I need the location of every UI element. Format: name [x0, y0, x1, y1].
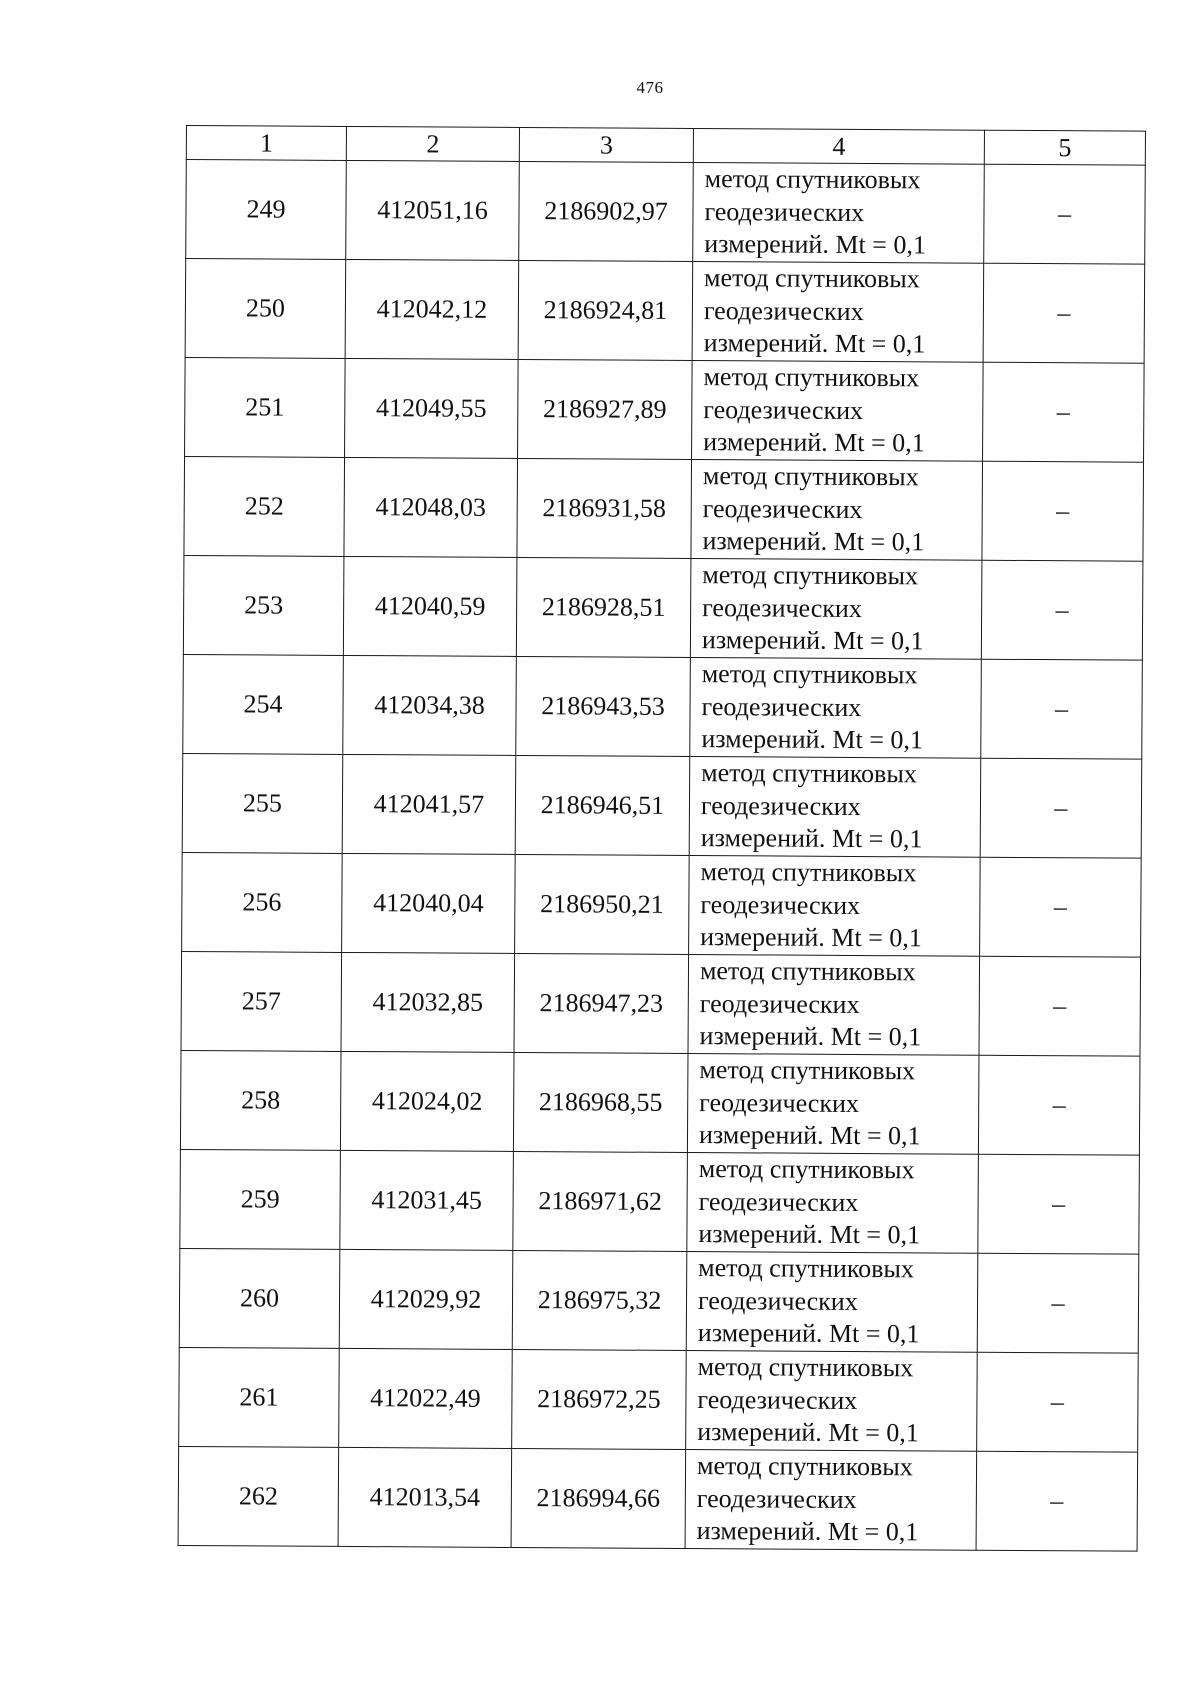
column-header: 5 [984, 130, 1145, 165]
table-body [178, 160, 1145, 1552]
method-text-line: измерений. Mt = 0,1 [701, 724, 924, 755]
method-text-line: метод спутниковых [704, 164, 921, 195]
method-text-line: метод спутниковых [702, 560, 919, 591]
x-coordinate-cell: 412034,38 [343, 655, 517, 755]
method-text-line: измерений. Mt = 0,1 [698, 1219, 921, 1250]
method-text-line: измерений. Mt = 0,1 [699, 1021, 922, 1052]
note-cell: – [981, 560, 1143, 660]
note-cell: – [980, 758, 1142, 858]
method-cell [689, 855, 981, 956]
method-text-line: метод спутниковых [699, 1055, 916, 1086]
table-row [185, 357, 1145, 462]
method-text-line: измерений. Mt = 0,1 [697, 1417, 919, 1448]
point-number-cell: 249 [186, 160, 347, 260]
note-cell: – [983, 263, 1145, 363]
point-number-cell: 261 [179, 1347, 340, 1447]
x-coordinate-cell: 412024,02 [340, 1051, 514, 1151]
y-coordinate-cell: 2186943,53 [516, 656, 691, 756]
y-coordinate-cell: 2186947,23 [514, 953, 689, 1053]
point-number-cell: 260 [179, 1248, 340, 1348]
column-header: 1 [186, 126, 346, 161]
method-text-line: метод спутниковых [697, 1352, 914, 1383]
note-cell: – [984, 164, 1146, 264]
table-header-row [186, 126, 1145, 166]
method-text-line: измерений. Mt = 0,1 [697, 1318, 920, 1349]
x-coordinate-cell: 412013,54 [338, 1447, 512, 1547]
method-text-line: геодезических [698, 1186, 859, 1217]
note-cell: – [983, 362, 1145, 462]
table-row [180, 1050, 1140, 1155]
method-text-line: метод спутниковых [703, 362, 920, 393]
table-row [180, 1149, 1140, 1254]
method-cell [692, 262, 984, 363]
point-number-cell: 256 [182, 852, 343, 952]
y-coordinate-cell: 2186971,62 [513, 1151, 688, 1251]
y-coordinate-cell: 2186931,58 [517, 458, 692, 558]
method-cell [686, 1251, 978, 1352]
point-number-cell: 259 [180, 1149, 341, 1249]
method-cell [690, 658, 982, 759]
x-coordinate-cell: 412029,92 [339, 1249, 513, 1349]
y-coordinate-cell: 2186928,51 [516, 557, 691, 657]
note-cell: – [977, 1352, 1139, 1452]
table-row [182, 852, 1142, 957]
method-text-line: измерений. Mt = 0,1 [704, 229, 926, 260]
method-text-line: измерений. Mt = 0,1 [703, 427, 925, 458]
method-text-line: геодезических [699, 988, 860, 1019]
table-row [183, 555, 1143, 660]
x-coordinate-cell: 412032,85 [341, 952, 515, 1052]
method-text-line: геодезических [700, 889, 861, 920]
method-text-line: измерений. Mt = 0,1 [701, 625, 924, 656]
method-cell [693, 163, 985, 264]
point-number-cell: 257 [181, 951, 342, 1051]
method-text-line: геодезических [701, 691, 862, 722]
table-row [179, 1248, 1139, 1353]
method-text-line: метод спутниковых [701, 758, 917, 789]
y-coordinate-cell: 2186950,21 [515, 854, 690, 954]
method-text-line: геодезических [703, 394, 864, 425]
table-row [179, 1347, 1139, 1452]
column-header: 4 [693, 129, 984, 165]
method-text-line: измерений. Mt = 0,1 [700, 922, 922, 953]
note-cell: – [979, 956, 1141, 1056]
method-text-line: геодезических [704, 196, 865, 227]
method-text-line: геодезических [702, 592, 862, 623]
method-cell [688, 954, 980, 1055]
method-text-line: геодезических [700, 790, 861, 821]
x-coordinate-cell: 412041,57 [342, 754, 516, 854]
method-text-line: геодезических [697, 1285, 858, 1316]
table-row [184, 456, 1144, 561]
x-coordinate-cell: 412049,55 [345, 358, 519, 458]
method-cell [690, 559, 982, 660]
method-text-line: метод спутниковых [698, 1154, 915, 1185]
note-cell: – [981, 659, 1143, 759]
method-cell [687, 1053, 979, 1154]
table-row [185, 259, 1145, 364]
method-cell [687, 1152, 979, 1253]
point-number-cell: 254 [183, 654, 344, 754]
method-text-line: измерений. Mt = 0,1 [703, 328, 926, 359]
table-row [178, 1446, 1138, 1551]
page-number: 476 [636, 78, 664, 97]
method-cell [691, 460, 983, 561]
x-coordinate-cell: 412031,45 [340, 1150, 514, 1250]
table-row [182, 753, 1142, 858]
method-cell [686, 1350, 978, 1451]
method-text-line: геодезических [703, 295, 864, 326]
x-coordinate-cell: 412051,16 [346, 160, 520, 260]
method-text-line: геодезических [702, 493, 863, 524]
method-cell [685, 1449, 977, 1550]
y-coordinate-cell: 2186994,66 [511, 1448, 686, 1548]
y-coordinate-cell: 2186975,32 [512, 1250, 687, 1350]
x-coordinate-cell: 412022,49 [339, 1348, 513, 1448]
method-text-line: метод спутниковых [702, 461, 919, 492]
table-row [186, 160, 1146, 265]
point-number-cell: 252 [184, 456, 345, 556]
method-cell [692, 361, 984, 462]
method-text-line: метод спутниковых [701, 659, 918, 690]
table-row [183, 654, 1143, 759]
method-text-line: метод спутниковых [699, 956, 916, 987]
x-coordinate-cell: 412042,12 [345, 259, 519, 359]
y-coordinate-cell: 2186924,81 [518, 260, 693, 360]
x-coordinate-cell: 412040,59 [343, 556, 517, 656]
note-cell: – [980, 857, 1142, 957]
point-number-cell: 262 [178, 1446, 339, 1546]
table-row [181, 951, 1141, 1056]
y-coordinate-cell: 2186972,25 [512, 1349, 687, 1449]
y-coordinate-cell: 2186968,55 [513, 1052, 688, 1152]
x-coordinate-cell: 412048,03 [344, 457, 518, 557]
method-text-line: геодезических [699, 1087, 860, 1118]
method-text-line: измерений. Mt = 0,1 [700, 823, 923, 854]
point-number-cell: 251 [185, 357, 346, 457]
y-coordinate-cell: 2186902,97 [519, 161, 694, 261]
point-number-cell: 258 [180, 1050, 341, 1150]
coordinates-table [178, 125, 1146, 1552]
method-text-line: геодезических [696, 1483, 857, 1514]
method-text-line: измерений. Mt = 0,1 [696, 1516, 919, 1547]
column-header: 2 [346, 126, 519, 161]
y-coordinate-cell: 2186927,89 [518, 359, 693, 459]
note-cell: – [976, 1451, 1138, 1551]
y-coordinate-cell: 2186946,51 [515, 755, 690, 855]
method-text-line: измерений. Mt = 0,1 [702, 526, 925, 557]
method-text-line: метод спутниковых [696, 1451, 913, 1482]
note-cell: – [982, 461, 1144, 561]
method-cell [689, 757, 981, 858]
method-text-line: метод спутниковых [700, 857, 917, 888]
method-text-line: метод спутниковых [704, 263, 920, 294]
note-cell: – [978, 1154, 1140, 1254]
column-header: 3 [519, 127, 693, 162]
point-number-cell: 253 [183, 555, 344, 655]
point-number-cell: 250 [185, 259, 346, 359]
note-cell: – [977, 1253, 1139, 1353]
x-coordinate-cell: 412040,04 [342, 853, 516, 953]
method-text-line: измерений. Mt = 0,1 [698, 1120, 921, 1151]
method-text-line: геодезических [697, 1384, 858, 1415]
method-text-line: метод спутниковых [698, 1253, 915, 1284]
note-cell: – [978, 1055, 1140, 1155]
point-number-cell: 255 [182, 753, 343, 853]
